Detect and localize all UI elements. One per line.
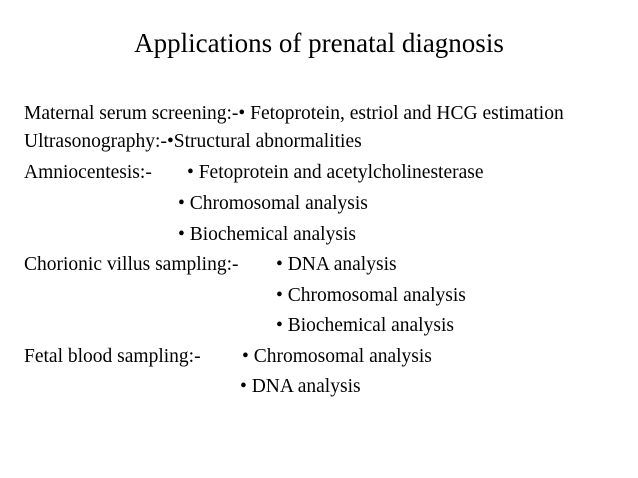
chorionic-villus-item: • Biochemical analysis	[276, 315, 454, 336]
chorionic-villus-item: • DNA analysis	[276, 254, 397, 275]
fetal-blood-label: Fetal blood sampling:-	[24, 346, 201, 367]
maternal-serum-line: Maternal serum screening:-• Fetoprotein, estriol and HCG estimation	[24, 103, 564, 124]
ultrasonography-line: Ultrasonography:-•Structural abnormalities	[24, 131, 362, 152]
slide-title: Applications of prenatal diagnosis	[134, 28, 504, 58]
fetal-blood-item: • DNA analysis	[240, 376, 361, 397]
amniocentesis-label: Amniocentesis:-	[24, 162, 152, 183]
fetal-blood-item: • Chromosomal analysis	[242, 346, 432, 367]
amniocentesis-item: • Chromosomal analysis	[178, 193, 368, 214]
amniocentesis-item: • Fetoprotein and acetylcholinesterase	[187, 162, 484, 183]
amniocentesis-item: • Biochemical analysis	[178, 224, 356, 245]
chorionic-villus-item: • Chromosomal analysis	[276, 285, 466, 306]
chorionic-villus-label: Chorionic villus sampling:-	[24, 254, 239, 275]
